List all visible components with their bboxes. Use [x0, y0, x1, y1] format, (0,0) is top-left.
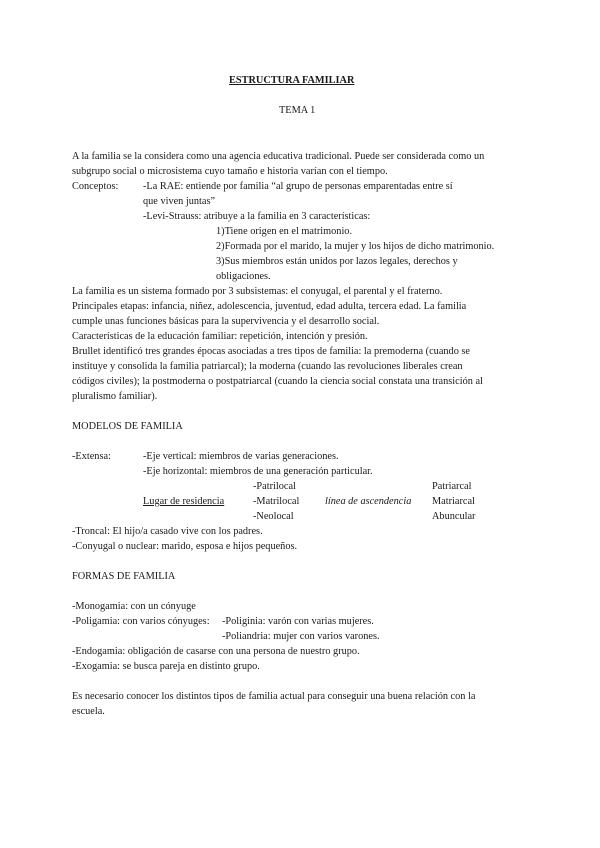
intro-line-1: A la familia se la considera como una agencia educativa tradicional. Puede ser considerada como un [72, 151, 485, 162]
monogamia: -Monogamia: con un cónyuge [72, 601, 196, 612]
concepto-rae-2: que viven juntas” [143, 196, 216, 207]
body-p4d: pluralismo familiar). [72, 391, 158, 402]
conceptos-label: Conceptos: [72, 181, 119, 192]
neolocal: -Neolocal [253, 511, 294, 522]
ascendencia-label: línea de ascendencia [325, 496, 412, 507]
body-p3: Características de la educación familiar: repetición, intención y presión. [72, 331, 368, 342]
endogamia: -Endogamia: obligación de casarse con una persona de nuestro grupo. [72, 646, 360, 657]
residencia-label: Lugar de residencia [143, 496, 225, 507]
patrilocal: -Patrilocal [253, 481, 296, 492]
conyugal: -Conyugal o nuclear: marido, esposa e hijos pequeños. [72, 541, 298, 552]
document-title: ESTRUCTURA FAMILIAR [229, 75, 355, 86]
concepto-rae-1: -La RAE: entiende por familia “al grupo de personas emparentadas entre sí [143, 181, 453, 192]
caracteristica-2: 2)Formada por el marido, la mujer y los hijos de dicho matrimonio. [216, 241, 495, 252]
caracteristica-3a: 3)Sus miembros están unidos por lazos legales, derechos y [216, 256, 458, 267]
body-p4a: Brullet identificó tres grandes épocas asociadas a tres tipos de familia: la premoderna (cuando se [72, 346, 470, 357]
conclusion-line-1: Es necesario conocer los distintos tipos de familia actual para conseguir una buena relación con la [72, 691, 476, 702]
body-p2b: cumple unas funciones básicas para la supervivencia y el desarrollo social. [72, 316, 380, 327]
body-p2a: Principales etapas: infancia, niñez, adolescencia, juventud, edad adulta, tercera edad. La familia [72, 301, 467, 312]
body-p1: La familia es un sistema formado por 3 subsistemas: el conyugal, el parental y el fraterno. [72, 286, 443, 297]
exogamia: -Exogamia: se busca pareja en distinto grupo. [72, 661, 260, 672]
caracteristica-1: 1)Tiene origen en el matrimonio. [216, 226, 353, 237]
poliandria: -Poliandria: mujer con varios varones. [222, 631, 380, 642]
poligamia: -Poligamia: con varios cónyuges: [72, 616, 210, 627]
conclusion-line-2: escuela. [72, 706, 105, 717]
body-p4c: códigos civiles); la postmoderna o postpatriarcal (cuando la ciencia social constata una transición al [72, 376, 483, 387]
modelos-heading: MODELOS DE FAMILIA [72, 421, 183, 432]
document-subtitle: TEMA 1 [279, 105, 316, 116]
formas-heading: FORMAS DE FAMILIA [72, 571, 176, 582]
caracteristica-3b: obligaciones. [216, 271, 271, 282]
matriarcal: Matriarcal [432, 496, 475, 507]
avuncular: Abuncular [432, 511, 476, 522]
extensa-label: -Extensa: [72, 451, 111, 462]
intro-line-2: subgrupo social o microsistema cuyo tamaño e historia varían con el tiempo. [72, 166, 388, 177]
body-p4b: instituye y consolida la familia patriarcal); la moderna (cuando las revoluciones liberales crean [72, 361, 463, 372]
troncal: -Troncal: El hijo/a casado vive con los padres. [72, 526, 263, 537]
eje-horizontal: -Eje horizontal: miembros de una generación particular. [143, 466, 373, 477]
concepto-levi: -Levi-Strauss: atribuye a la familia en 3 características: [143, 211, 371, 222]
patriarcal: Patriarcal [432, 481, 472, 492]
eje-vertical: -Eje vertical: miembros de varias generaciones. [143, 451, 339, 462]
matrilocal: -Matrilocal [253, 496, 300, 507]
poliginia: -Poliginia: varón con varias mujeres. [222, 616, 374, 627]
